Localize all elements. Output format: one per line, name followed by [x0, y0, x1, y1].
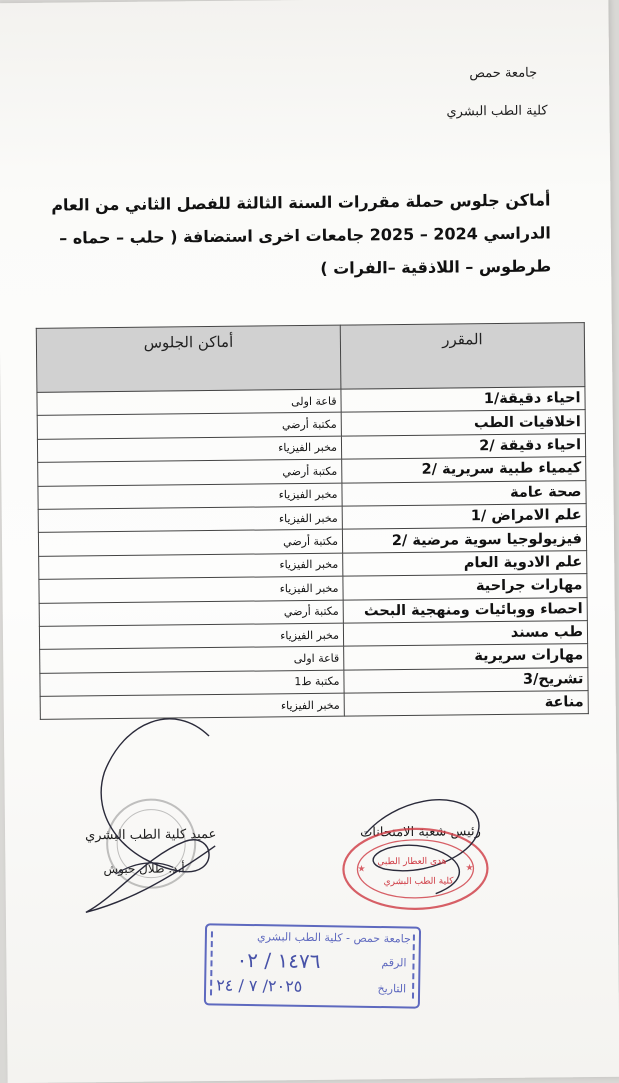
- course-cell: احياء دقيقة/1: [341, 387, 585, 413]
- stamp-header: جامعة حمص - كلية الطب البشري: [256, 930, 411, 946]
- course-cell: مهارات جراحية: [343, 574, 587, 600]
- seal-caption: كلية الطب البشري: [383, 876, 454, 888]
- stamp-date-label: التاريخ: [377, 982, 407, 996]
- place-cell: قاعة اولى: [40, 646, 344, 673]
- dean-signature: [84, 718, 216, 912]
- place-cell: مخبر الفيزياء: [39, 623, 343, 650]
- title-line-3: طرطوس – اللاذقية –الفرات ): [320, 256, 552, 278]
- place-column-header: أماكن الجلوس: [36, 325, 341, 392]
- place-cell: مكتبة أرضي: [38, 529, 342, 556]
- place-cell: مخبر الفيزياء: [39, 576, 343, 603]
- place-cell: مخبر الفيزياء: [37, 436, 341, 463]
- course-cell: كيمياء طبية سريرية /2: [342, 457, 586, 483]
- seating-table: [36, 322, 589, 720]
- place-cell: مكتبة أرضي: [39, 600, 343, 627]
- course-cell: علم الادوية العام: [343, 550, 587, 576]
- seal-name: هدى العطار الطبي: [377, 856, 447, 868]
- table-row: [40, 691, 588, 720]
- title-line-2: الدراسي 2024 – 2025 جامعات اخرى استضافة ( حلب – حماه –: [59, 223, 551, 248]
- place-cell: مخبر الفيزياء: [40, 693, 344, 720]
- course-cell: مهارات سريرية: [344, 644, 588, 670]
- stamp-border-left: [210, 931, 213, 995]
- place-cell: مخبر الفيزياء: [38, 506, 342, 533]
- course-cell: مناعة: [344, 691, 588, 717]
- stamp-date: ٢٠٢٥/ ٧ / ٢٤: [216, 975, 303, 996]
- stamp-number-label: الرقم: [381, 956, 407, 970]
- dean-title: عميد كلية الطب البشري: [85, 826, 217, 844]
- course-cell: فيزيولوجيا سوية مرضية /2: [342, 527, 586, 553]
- place-cell: قاعة اولى: [37, 389, 341, 416]
- svg-text:★: ★: [465, 863, 474, 874]
- course-column-header: المقرر: [340, 323, 585, 390]
- course-cell: اخلاقيات الطب: [341, 410, 585, 436]
- stamp-number: ١٤٧٦ / ٠٢: [236, 947, 321, 974]
- course-cell: طب مسند: [343, 620, 587, 646]
- document-title: [30, 183, 551, 287]
- place-cell: مكتبة ط1: [40, 670, 344, 697]
- course-cell: احصاء ووبائيات ومنهجية البحث: [343, 597, 587, 623]
- place-cell: مخبر الفيزياء: [39, 553, 343, 580]
- stamp-border-right: [412, 935, 415, 999]
- table-header-row: [36, 323, 585, 393]
- title-line-1: أماكن جلوس حملة مقررات السنة الثالثة للفصل الثاني من العام: [51, 190, 551, 215]
- place-cell: مكتبة أرضي: [37, 413, 341, 440]
- course-cell: احياء دقيقة /2: [341, 433, 585, 459]
- faculty-name: كلية الطب البشري: [446, 103, 548, 120]
- place-cell: مكتبة أرضي: [38, 459, 342, 486]
- course-cell: صحة عامة: [342, 480, 586, 506]
- svg-text:★: ★: [357, 864, 366, 875]
- university-name: جامعة حمص: [469, 65, 538, 82]
- registry-stamp: [204, 923, 421, 1008]
- dean-name: أ.د. طلال حبوش: [103, 861, 185, 877]
- exams-head-title: رئيس شعبة الامتحانات: [359, 824, 481, 841]
- course-cell: علم الامراض /1: [342, 504, 586, 530]
- course-cell: تشريح/3: [344, 667, 588, 693]
- place-cell: مخبر الفيزياء: [38, 483, 342, 510]
